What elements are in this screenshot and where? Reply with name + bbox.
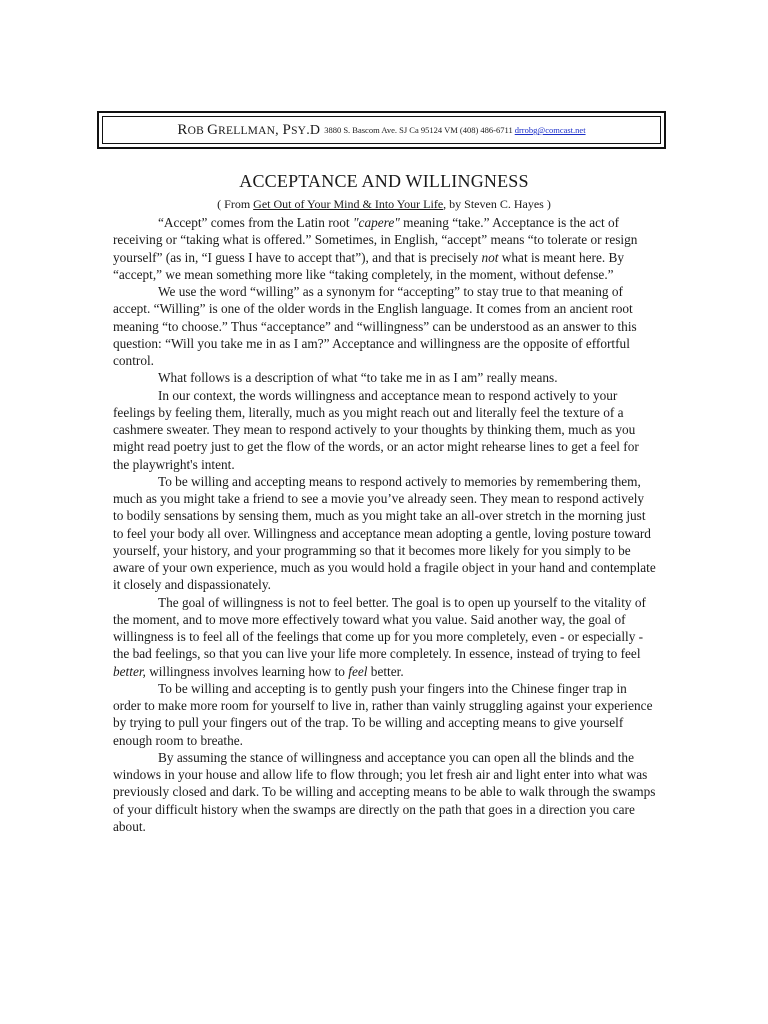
paragraph-7: To be willing and accepting is to gently push your fingers into the Chinese finger trap in order to make more room for yourself to live in, rather than vainly struggling against your experience by trying to pull your fingers out of the trap. To be willing and accepting means to give yourself enough room to breathe. — [113, 680, 653, 748]
name-part-d: .D — [306, 122, 321, 138]
paragraph-1-capere: "capere" — [352, 215, 400, 230]
author-name — [177, 122, 320, 139]
name-initial-p: P — [282, 121, 292, 138]
document-body — [113, 214, 657, 835]
paragraph-6-text-a: The goal of willingness is not to feel better. The goal is to open up yourself to the vitality of the moment, and to move more effectively toward what you value. Said another way, the goal of willingness is to feel all of the feelings that come up for you more completely, even - or especially - the bad feelings, so that you can live your life more completely. In essence, instead of trying to feel — [113, 594, 646, 662]
paragraph-5: To be willing and accepting means to respond actively to memories by remembering them, much as you might take a friend to see a movie you’ve already seen. They mean to respond actively to bodily sensations by sensing them, much as you might take an all-over stretch in the morning just to feel your body all over. Willingness and acceptance mean adopting a gentle, loving posture toward yourself, your history, and your programming so that it becomes more likely for you simply to be aware of your own experience, much as you would hold a fragile object in your hand and contemplate it closely and dispassionately. — [113, 473, 656, 593]
paragraph-3: What follows is a description of what “to take me in as I am” really means. — [158, 370, 558, 386]
name-part-ob: OB — [187, 124, 208, 137]
paragraph-6-text-b: willingness involves learning how to — [145, 663, 349, 679]
paragraph-6-text-c: better. — [367, 663, 404, 679]
paragraph-1-text-c: what is meant here. By “accept,” we mean something more like “taking completely, in the moment, without defense.” — [113, 249, 625, 282]
paragraph-1-text-b: meaning “take.” Acceptance is the act of receiving or “taking what is offered.” Sometimes, in English, “accept” means “to tolerate or resign yourself” (as in, “I guess I have to accept that”), and that is precisely — [113, 215, 638, 265]
name-part-rellman: RELLMAN — [218, 124, 276, 137]
letterhead-border-inner — [102, 116, 661, 144]
letterhead-border-outer — [97, 111, 666, 149]
name-initial-r: R — [177, 121, 188, 138]
name-initial-g: G — [207, 121, 219, 138]
paragraph-2: We use the word “willing” as a synonym for “accepting” to stay true to that meaning of accept. “Willing” is one of the older words in the English language. It comes from an ancient root meaning “to choose.” Thus “acceptance” and “willingness” can be understood as an answer to this question: “Will you take me in as I am?” Acceptance and willingness are the opposite of effortful control. — [113, 284, 637, 368]
paragraph-1 — [113, 214, 657, 283]
paragraph-1-not: not — [481, 249, 499, 265]
paragraph-4: In our context, the words willingness and acceptance mean to respond actively to your feelings by feeling them, literally, much as you might reach out and literally feel the texture of a cashmere sweater. They mean to respond actively to your thoughts by thinking them, much as you might read poetry just to get the flow of the words, or an actor might rehearse lines to get a feel for the playwright's intent. — [113, 387, 639, 472]
paragraph-8: By assuming the stance of willingness and acceptance you can open all the blinds and the windows in your house and allow life to flow through; you let fresh air and light enter into what was previously closed and dark. To be willing and accepting means to be able to walk through the swamps of your difficult history when the swamps are directly on the path that goes in a direction you care about. — [113, 749, 656, 834]
paragraph-6-better: better, — [113, 663, 146, 679]
subtitle-book-title: Get Out of Your Mind & Into Your Life — [253, 197, 444, 211]
author-address: 3880 S. Bascom Ave. SJ Ca 95124 VM (408) 486-6711 — [324, 125, 513, 135]
paragraph-6 — [113, 594, 657, 680]
paragraph-6-feel: feel — [348, 663, 368, 679]
subtitle-prefix: ( From — [217, 197, 254, 211]
paragraph-1-text-a: “Accept” comes from the Latin root — [158, 215, 353, 230]
name-comma: , — [275, 122, 283, 138]
subtitle-suffix: , by Steven C. Hayes ) — [443, 197, 551, 211]
author-email-link[interactable]: drrobg@comcast.net — [514, 125, 586, 135]
document-subtitle — [0, 197, 768, 212]
document-title: ACCEPTANCE AND WILLINGNESS — [239, 171, 529, 191]
name-part-sy: SY — [291, 124, 307, 137]
